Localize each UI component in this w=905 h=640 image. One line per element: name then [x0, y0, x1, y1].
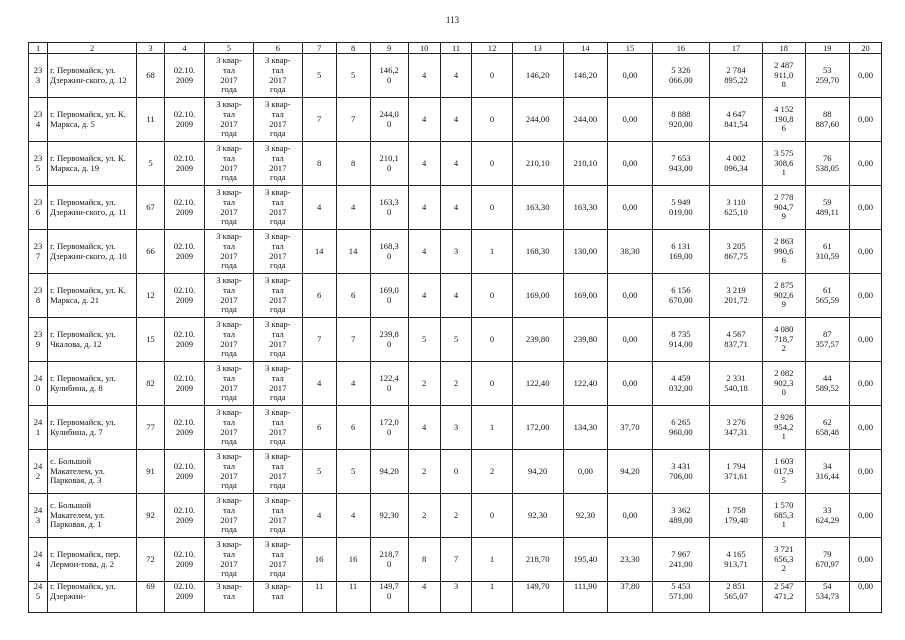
table-cell: 24 0: [29, 362, 48, 406]
column-number: 13: [512, 43, 563, 54]
table-row: [29, 362, 882, 406]
address-cell: г. Первомайск, ул. Кулибина, д. 8: [48, 362, 137, 406]
table-cell: 0: [440, 450, 472, 494]
column-number: 9: [370, 43, 408, 54]
table-cell: 1 603 017,9 5: [763, 450, 805, 494]
table-cell: 3 квар- тал 2017 года: [253, 54, 302, 98]
table-cell: 5: [440, 318, 472, 362]
table-cell: 3 квар- тал 2017 года: [205, 494, 254, 538]
table-cell: 23 4: [29, 98, 48, 142]
table-cell: 62 658,48: [805, 406, 850, 450]
table-cell: 2 547 471,2: [763, 582, 805, 613]
table-cell: 4: [408, 274, 440, 318]
table-cell: 244,00: [563, 98, 608, 142]
table-cell: 14: [302, 230, 336, 274]
table-cell: 02.10. 2009: [164, 318, 204, 362]
table-cell: 11: [336, 582, 370, 613]
table-cell: 02.10. 2009: [164, 582, 204, 613]
table-cell: 239,80: [512, 318, 563, 362]
table-cell: 3 квар- тал 2017 года: [205, 230, 254, 274]
table-cell: 5: [336, 450, 370, 494]
table-cell: 82: [137, 362, 165, 406]
table-cell: 94,20: [370, 450, 408, 494]
table-row: [29, 230, 882, 274]
table-cell: 61 310,59: [805, 230, 850, 274]
table-cell: 37,70: [608, 406, 653, 450]
table-cell: 92,30: [563, 494, 608, 538]
table-cell: 4: [302, 362, 336, 406]
column-number: 18: [763, 43, 805, 54]
table-cell: 0,00: [608, 54, 653, 98]
table-cell: 3 квар- тал 2017 года: [253, 98, 302, 142]
table-row: [29, 450, 882, 494]
address-cell: г. Первомайск, ул. К. Маркса, д. 5: [48, 98, 137, 142]
table-cell: 24 3: [29, 494, 48, 538]
column-number: 14: [563, 43, 608, 54]
table-row: [29, 98, 882, 142]
table-cell: 218,7 0: [370, 538, 408, 582]
address-cell: г. Первомайск, ул. Дзержин-ского, д. 10: [48, 230, 137, 274]
table-cell: 4: [440, 274, 472, 318]
table-cell: 3 квар- тал 2017 года: [205, 98, 254, 142]
table-cell: 0: [472, 318, 512, 362]
table-row: [29, 582, 882, 613]
table-cell: 3 квар- тал 2017 года: [253, 450, 302, 494]
table-cell: 122,40: [512, 362, 563, 406]
table-cell: 149,70: [512, 582, 563, 613]
table-cell: 8: [336, 142, 370, 186]
table-cell: 23 6: [29, 186, 48, 230]
table-cell: 33 624,29: [805, 494, 850, 538]
table-cell: 92,30: [512, 494, 563, 538]
address-cell: с. Большой Макателем, ул. Парковая, д. 1: [48, 494, 137, 538]
table-cell: 2 875 902,6 9: [763, 274, 805, 318]
table-cell: 4: [408, 98, 440, 142]
table-cell: 4 647 841,54: [710, 98, 763, 142]
table-cell: 134,30: [563, 406, 608, 450]
table-cell: 61 565,59: [805, 274, 850, 318]
table-cell: 3 431 706,00: [652, 450, 709, 494]
table-cell: 8 735 914,00: [652, 318, 709, 362]
column-number: 11: [440, 43, 472, 54]
table-cell: 2 331 540,18: [710, 362, 763, 406]
table-cell: 6 265 960,00: [652, 406, 709, 450]
table-cell: 54 534,73: [805, 582, 850, 613]
table-cell: 1: [472, 230, 512, 274]
table-cell: 168,3 0: [370, 230, 408, 274]
table-row: [29, 538, 882, 582]
table-cell: 8 888 920,00: [652, 98, 709, 142]
column-number: 12: [472, 43, 512, 54]
table-cell: 4: [336, 494, 370, 538]
table-cell: 6: [336, 274, 370, 318]
table-cell: 02.10. 2009: [164, 538, 204, 582]
table-cell: 02.10. 2009: [164, 274, 204, 318]
table-cell: 0,00: [608, 98, 653, 142]
table-cell: 11: [302, 582, 336, 613]
table-cell: 0: [472, 142, 512, 186]
table-cell: 38,30: [608, 230, 653, 274]
table-cell: 94,20: [608, 450, 653, 494]
table-cell: 4: [408, 186, 440, 230]
column-number: 5: [205, 43, 254, 54]
table-cell: 3 квар- тал 2017 года: [253, 186, 302, 230]
table-cell: 3 квар- тал 2017 года: [253, 274, 302, 318]
table-cell: 7: [440, 538, 472, 582]
table-cell: 79 670,97: [805, 538, 850, 582]
table-cell: 130,00: [563, 230, 608, 274]
table-cell: 0,00: [850, 450, 882, 494]
table-cell: 24 1: [29, 406, 48, 450]
table-cell: 3 квар- тал 2017 года: [205, 274, 254, 318]
table-cell: 0,00: [850, 142, 882, 186]
table-cell: 169,00: [563, 274, 608, 318]
table-cell: 3 квар- тал 2017 года: [253, 362, 302, 406]
table-cell: 4: [440, 98, 472, 142]
column-number: 16: [652, 43, 709, 54]
table-cell: 146,20: [512, 54, 563, 98]
table-cell: 0,00: [850, 406, 882, 450]
table-cell: 4: [408, 230, 440, 274]
table-cell: 172,0 0: [370, 406, 408, 450]
table-cell: 5: [302, 54, 336, 98]
address-cell: г. Первомайск, ул. К. Маркса, д. 21: [48, 274, 137, 318]
table-cell: 4 567 837,71: [710, 318, 763, 362]
table-cell: 7: [302, 318, 336, 362]
table-cell: 3 квар- тал 2017 года: [253, 406, 302, 450]
table-cell: 3 110 625,10: [710, 186, 763, 230]
table-cell: 4 002 096,34: [710, 142, 763, 186]
table-cell: 24 4: [29, 538, 48, 582]
table-cell: 1: [472, 582, 512, 613]
column-number-row: [29, 43, 882, 54]
table-cell: 0,00: [608, 274, 653, 318]
column-number: 7: [302, 43, 336, 54]
table-cell: 44 589,52: [805, 362, 850, 406]
table-cell: 2: [472, 450, 512, 494]
table-cell: 02.10. 2009: [164, 98, 204, 142]
table-cell: 6 156 670,00: [652, 274, 709, 318]
table-cell: 7: [302, 98, 336, 142]
table-cell: 4: [336, 186, 370, 230]
table-cell: 168,30: [512, 230, 563, 274]
table-cell: 195,40: [563, 538, 608, 582]
housing-register-table: [28, 42, 882, 613]
table-cell: 2 851 565,07: [710, 582, 763, 613]
table-cell: 4 152 190,8 6: [763, 98, 805, 142]
table-cell: 5: [408, 318, 440, 362]
table-cell: 23 8: [29, 274, 48, 318]
table-cell: 7: [336, 318, 370, 362]
table-cell: 3 квар- тал 2017 года: [253, 538, 302, 582]
table-cell: 53 259,70: [805, 54, 850, 98]
table-cell: 02.10. 2009: [164, 406, 204, 450]
table-cell: 210,10: [563, 142, 608, 186]
table-cell: 2: [440, 494, 472, 538]
table-cell: 244,0 0: [370, 98, 408, 142]
table-cell: 1: [472, 406, 512, 450]
table-cell: 146,20: [563, 54, 608, 98]
table-cell: 0,00: [850, 538, 882, 582]
table-cell: 59 489,11: [805, 186, 850, 230]
table-cell: 0: [472, 494, 512, 538]
table-cell: 210,1 0: [370, 142, 408, 186]
table-cell: 5 949 019,00: [652, 186, 709, 230]
table-cell: 3 квар- тал: [253, 582, 302, 613]
table-cell: 4 080 718,7 2: [763, 318, 805, 362]
table-cell: 0,00: [850, 494, 882, 538]
column-number: 20: [850, 43, 882, 54]
table-cell: 23,30: [608, 538, 653, 582]
table-cell: 16: [336, 538, 370, 582]
table-cell: 88 887,60: [805, 98, 850, 142]
address-cell: г. Первомайск, пер. Лермон-това, д. 2: [48, 538, 137, 582]
table-cell: 02.10. 2009: [164, 142, 204, 186]
table-cell: 0,00: [850, 362, 882, 406]
table-row: [29, 186, 882, 230]
table-cell: 111,90: [563, 582, 608, 613]
table-cell: 14: [336, 230, 370, 274]
table-cell: 15: [137, 318, 165, 362]
column-number: 8: [336, 43, 370, 54]
table-cell: 0: [472, 186, 512, 230]
table-cell: 4: [302, 186, 336, 230]
table-row: [29, 274, 882, 318]
table-cell: 3 276 347,31: [710, 406, 763, 450]
address-cell: с. Большой Макателем, ул. Парковая, д. 3: [48, 450, 137, 494]
table-cell: 92,30: [370, 494, 408, 538]
table-cell: 0: [472, 98, 512, 142]
table-cell: 3 квар- тал 2017 года: [205, 318, 254, 362]
table-cell: 3 квар- тал 2017 года: [205, 406, 254, 450]
table-row: [29, 494, 882, 538]
table-cell: 0,00: [850, 582, 882, 613]
table-cell: 239,80: [563, 318, 608, 362]
address-cell: г. Первомайск, ул. К. Маркса, д. 19: [48, 142, 137, 186]
table-cell: 2 863 990,6 6: [763, 230, 805, 274]
table-cell: 02.10. 2009: [164, 54, 204, 98]
column-number: 4: [164, 43, 204, 54]
table-cell: 2: [408, 450, 440, 494]
table-cell: 23 5: [29, 142, 48, 186]
table-cell: 146,2 0: [370, 54, 408, 98]
table-cell: 4: [408, 54, 440, 98]
table-cell: 11: [137, 98, 165, 142]
table-cell: 3 квар- тал 2017 года: [253, 142, 302, 186]
table-cell: 8: [408, 538, 440, 582]
address-cell: г. Первомайск, ул. Дзержин-ского, д. 12: [48, 54, 137, 98]
table-cell: 4: [408, 406, 440, 450]
table-cell: 4: [440, 142, 472, 186]
table-cell: 149,7 0: [370, 582, 408, 613]
table-cell: 0: [472, 54, 512, 98]
column-number: 6: [253, 43, 302, 54]
table-cell: 0,00: [608, 362, 653, 406]
table-cell: 2 926 954,2 1: [763, 406, 805, 450]
table-cell: 3 квар- тал 2017 года: [205, 362, 254, 406]
table-cell: 3 квар- тал: [205, 582, 254, 613]
table-cell: 3 362 489,00: [652, 494, 709, 538]
table-cell: 3: [440, 406, 472, 450]
table-cell: 3 205 867,75: [710, 230, 763, 274]
table-cell: 23 3: [29, 54, 48, 98]
table-cell: 7: [336, 98, 370, 142]
table-cell: 3 квар- тал 2017 года: [253, 230, 302, 274]
table-cell: 2: [440, 362, 472, 406]
table-cell: 12: [137, 274, 165, 318]
table-row: [29, 406, 882, 450]
page-number: 113: [445, 15, 460, 25]
table-cell: 163,3 0: [370, 186, 408, 230]
table-cell: 1 570 685,3 1: [763, 494, 805, 538]
table-cell: 23 7: [29, 230, 48, 274]
table-cell: 172,00: [512, 406, 563, 450]
table-cell: 2 784 895,22: [710, 54, 763, 98]
table-cell: 218,70: [512, 538, 563, 582]
table-cell: 163,30: [512, 186, 563, 230]
table-cell: 24 2: [29, 450, 48, 494]
column-number: 3: [137, 43, 165, 54]
table-cell: 6: [302, 406, 336, 450]
table-cell: 02.10. 2009: [164, 450, 204, 494]
table-cell: 2: [408, 362, 440, 406]
table-cell: 0: [472, 274, 512, 318]
table-cell: 0,00: [850, 230, 882, 274]
table-cell: 0,00: [608, 142, 653, 186]
table-cell: 91: [137, 450, 165, 494]
table-cell: 1 758 179,40: [710, 494, 763, 538]
table-cell: 02.10. 2009: [164, 494, 204, 538]
table-cell: 6: [302, 274, 336, 318]
table-cell: 1 794 371,61: [710, 450, 763, 494]
table-cell: 4 459 032,00: [652, 362, 709, 406]
table-row: [29, 54, 882, 98]
table-cell: 02.10. 2009: [164, 230, 204, 274]
table-cell: 0: [472, 362, 512, 406]
table-cell: 4: [302, 494, 336, 538]
table-cell: 210,10: [512, 142, 563, 186]
table-cell: 3 квар- тал 2017 года: [205, 142, 254, 186]
table-cell: 68: [137, 54, 165, 98]
table-cell: 5: [137, 142, 165, 186]
table-cell: 0,00: [608, 186, 653, 230]
table-cell: 5 326 066,00: [652, 54, 709, 98]
table-cell: 0,00: [850, 274, 882, 318]
table-cell: 3 квар- тал 2017 года: [253, 494, 302, 538]
table-cell: 3 квар- тал 2017 года: [205, 450, 254, 494]
table-cell: 7 653 943,00: [652, 142, 709, 186]
table-cell: 169,00: [512, 274, 563, 318]
table-cell: 239,8 0: [370, 318, 408, 362]
table-cell: 37,80: [608, 582, 653, 613]
table-cell: 3: [440, 230, 472, 274]
table-cell: 77: [137, 406, 165, 450]
table-cell: 169,0 0: [370, 274, 408, 318]
table-cell: 72: [137, 538, 165, 582]
table-cell: 2 082 902,3 0: [763, 362, 805, 406]
table-cell: 4: [440, 186, 472, 230]
address-cell: г. Первомайск, ул. Кулибина, д. 7: [48, 406, 137, 450]
table-cell: 34 316,44: [805, 450, 850, 494]
table-cell: 4: [408, 582, 440, 613]
table-cell: 23 9: [29, 318, 48, 362]
table-cell: 3: [440, 582, 472, 613]
table-cell: 0,00: [563, 450, 608, 494]
table-cell: 87 357,57: [805, 318, 850, 362]
table-cell: 0,00: [850, 54, 882, 98]
column-number: 10: [408, 43, 440, 54]
table-cell: 0,00: [850, 186, 882, 230]
table-cell: 5: [302, 450, 336, 494]
table-cell: 4: [336, 362, 370, 406]
table-cell: 94,20: [512, 450, 563, 494]
table-cell: 16: [302, 538, 336, 582]
table-cell: 2 487 911,0 8: [763, 54, 805, 98]
table-cell: 24 5: [29, 582, 48, 613]
table-cell: 2: [408, 494, 440, 538]
address-cell: г. Первомайск, ул. Чкалова, д. 12: [48, 318, 137, 362]
table-cell: 69: [137, 582, 165, 613]
address-cell: г. Первомайск, ул. Дзержин-: [48, 582, 137, 613]
table-cell: 0,00: [608, 494, 653, 538]
column-number: 1: [29, 43, 48, 54]
table-cell: 6: [336, 406, 370, 450]
table-cell: 5 453 571,00: [652, 582, 709, 613]
table-cell: 3 квар- тал 2017 года: [205, 186, 254, 230]
table-cell: 163,30: [563, 186, 608, 230]
address-cell: г. Первомайск, ул. Дзержин-ского, д. 11: [48, 186, 137, 230]
table-cell: 3 квар- тал 2017 года: [205, 538, 254, 582]
table-cell: 66: [137, 230, 165, 274]
table-cell: 02.10. 2009: [164, 362, 204, 406]
table-cell: 67: [137, 186, 165, 230]
table-cell: 122,4 0: [370, 362, 408, 406]
column-number: 17: [710, 43, 763, 54]
table-cell: 7 967 241,00: [652, 538, 709, 582]
column-number: 2: [48, 43, 137, 54]
table-cell: 92: [137, 494, 165, 538]
column-number: 15: [608, 43, 653, 54]
table-row: [29, 318, 882, 362]
table-cell: 3 квар- тал 2017 года: [205, 54, 254, 98]
table-cell: 122,40: [563, 362, 608, 406]
table-row: [29, 142, 882, 186]
column-number: 19: [805, 43, 850, 54]
table-cell: 4: [408, 142, 440, 186]
table-cell: 0,00: [850, 98, 882, 142]
table-cell: 3 219 201,72: [710, 274, 763, 318]
table-cell: 244,00: [512, 98, 563, 142]
table-cell: 76 538,05: [805, 142, 850, 186]
table-cell: 1: [472, 538, 512, 582]
table-cell: 4: [440, 54, 472, 98]
table-cell: 6 131 169,00: [652, 230, 709, 274]
table-cell: 2 778 904,7 9: [763, 186, 805, 230]
table-cell: 02.10. 2009: [164, 186, 204, 230]
table-cell: 4 165 913,71: [710, 538, 763, 582]
table-cell: 3 квар- тал 2017 года: [253, 318, 302, 362]
table-cell: 3 575 308,6 1: [763, 142, 805, 186]
table-cell: 8: [302, 142, 336, 186]
table-cell: 5: [336, 54, 370, 98]
table-cell: 3 721 656,3 2: [763, 538, 805, 582]
table-cell: 0,00: [608, 318, 653, 362]
table-cell: 0,00: [850, 318, 882, 362]
